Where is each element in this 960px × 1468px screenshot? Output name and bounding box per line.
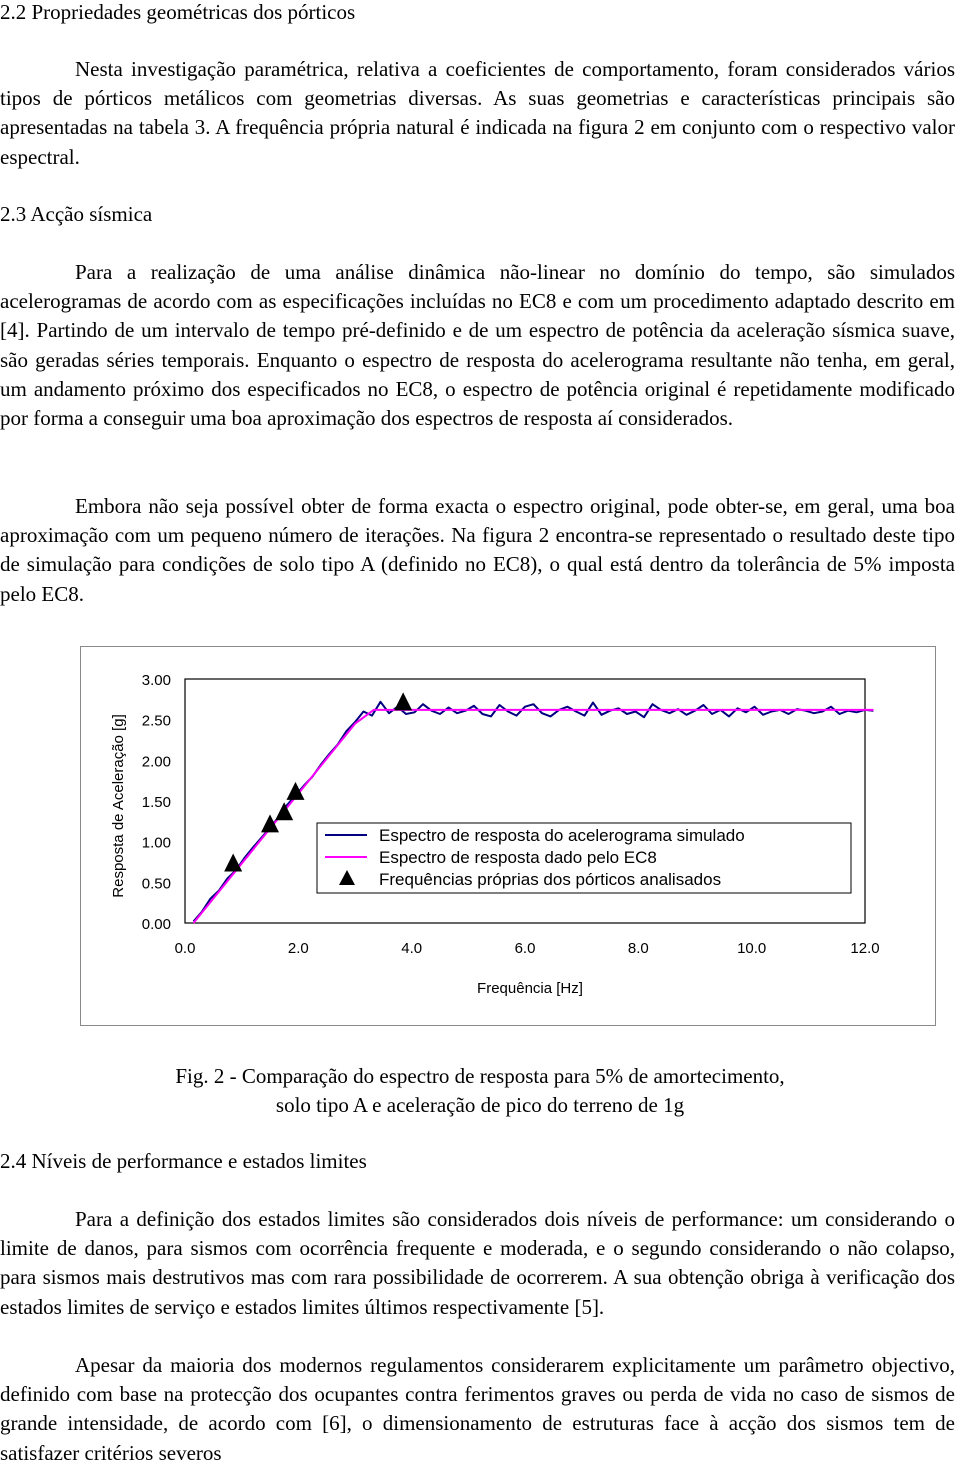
paragraph-2-3-2: Embora não seja possível obter de forma exacta o espectro original, pode obter-se, em geral, uma boa aproximação com um pequeno número de iterações. Na figura 2 encontra-se representado o resultado deste tipo de simulação para condições de solo tipo A (definido no EC8), o qual está dentro da tolerância de 5% imposta pelo EC8. <box>0 494 955 606</box>
chart-canvas <box>81 647 937 1027</box>
figure-2-chart <box>80 646 936 1026</box>
y-tick-label: 2.00 <box>141 753 171 771</box>
section-heading-2-2: 2.2 Propriedades geométricas dos pórticos <box>0 0 356 24</box>
legend-label-1: Espectro de resposta dado pelo EC8 <box>379 848 657 867</box>
section-heading-2-3: 2.3 Acção sísmica <box>0 202 153 226</box>
x-tick-label: 8.0 <box>627 940 649 957</box>
y-tick-label: 1.00 <box>141 834 171 852</box>
figure-caption-line-1: Fig. 2 - Comparação do espectro de resposta para 5% de amortecimento, <box>175 1064 785 1088</box>
x-tick-label: 2.0 <box>287 940 309 957</box>
section-heading-2-4: 2.4 Níveis de performance e estados limites <box>0 1149 367 1173</box>
x-axis-title: Frequência [Hz] <box>477 980 583 997</box>
legend-label-0: Espectro de resposta do acelerograma simulado <box>379 826 745 845</box>
y-tick-label: 0.50 <box>141 875 171 893</box>
x-tick-label: 12.0 <box>850 940 880 957</box>
paragraph-2-2: Nesta investigação paramétrica, relativa a coeficientes de comportamento, foram considerados vários tipos de pórticos metálicos com geometrias diversas. As suas geometrias e características principais são apresentadas na tabela 3. A frequência própria natural é indicada na figura 2 em conjunto com o respectivo valor espectral. <box>0 57 955 169</box>
x-tick-label: 4.0 <box>401 940 423 957</box>
paragraph-2-4-1: Para a definição dos estados limites são considerados dois níveis de performance: um considerando o limite de danos, para sismos com ocorrência frequente e moderada, e o segundo considerando o não colapso, para sismos mais destrutivos mas com rara possibilidade de ocorrerem. A sua obtenção obriga à verificação dos estados limites de serviço e estados limites últimos respectivamente [5]. <box>0 1207 955 1319</box>
paragraph-2-3-1: Para a realização de uma análise dinâmica não-linear no domínio do tempo, são simulados acelerogramas de acordo com as especificações incluídas no EC8 e com um procedimento adaptado descrito em [4]. Partindo de um intervalo de tempo pré-definido e de um espectro de potência da aceleração sísmica suave, são geradas séries temporais. Enquanto o espectro de resposta do acelerograma resultante não tenha, em geral, um andamento próximo dos especificados no EC8, o espectro de potência original é repetidamente modificado por forma a conseguir uma boa aproximação dos espectros de resposta aí considerados. <box>0 260 955 431</box>
figure-caption <box>0 1062 960 1120</box>
y-tick-label: 1.50 <box>141 794 171 811</box>
y-tick-label: 2.50 <box>141 712 171 730</box>
y-tick-label: 3.00 <box>141 672 171 689</box>
x-tick-label: 10.0 <box>737 940 767 957</box>
paragraph-2-4-2: Apesar da maioria dos modernos regulamentos considerarem explicitamente um parâmetro objectivo, definido com base na protecção dos ocupantes contra ferimentos graves ou perda de vida no caso de sismos de grande intensidade, de acordo com [6], o dimensionamento de estruturas face à acção dos sismos tem de satisfazer critérios severos <box>0 1353 955 1465</box>
x-tick-label: 6.0 <box>514 940 536 957</box>
legend-label-2: Frequências próprias dos pórticos analisados <box>379 870 722 889</box>
x-tick-label: 0.0 <box>174 940 196 957</box>
y-axis-title: Resposta de Aceleração [g] <box>110 714 127 898</box>
figure-caption-line-2: solo tipo A e aceleração de pico do terreno de 1g <box>275 1093 685 1117</box>
y-tick-label: 0.00 <box>141 916 171 933</box>
